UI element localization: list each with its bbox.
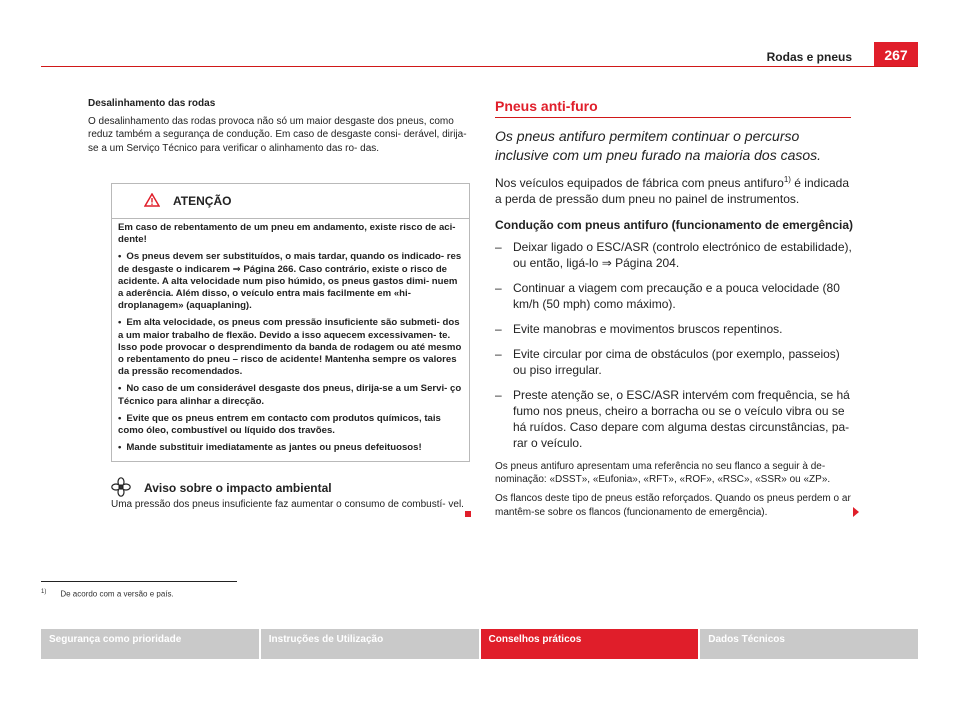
footnote-text: De acordo com a versão e país.	[60, 589, 174, 599]
warning-item: • Evite que os pneus entrem em contacto com produtos químicos, tais como óleo, combustível ou líquido dos travões.	[118, 412, 441, 437]
page-number: 267	[874, 42, 918, 66]
bullet: •	[118, 251, 122, 263]
left-column	[88, 97, 468, 155]
flower-icon	[111, 477, 131, 497]
footnote-rule	[41, 581, 237, 582]
warning-body	[112, 219, 469, 454]
warning-intro: Em caso de rebentamento de um pneu em andamento, existe risco de aci- dente!	[118, 222, 456, 246]
list-item: – Continuar a viagem com precaução e a pouca velocidade (80 km/h (50 mph) como máximo).	[495, 281, 840, 311]
warning-label: ATENÇÃO	[173, 194, 232, 208]
warning-box	[111, 183, 470, 462]
tab-seguranca[interactable]: Segurança como prioridade	[41, 629, 259, 659]
environment-title: Aviso sobre o impacto ambiental	[144, 481, 332, 495]
section-intro: Os pneus antifuro permitem continuar o percurso inclusive com um pneu furado na maioria dos casos.	[495, 128, 822, 163]
section-end-mark	[465, 511, 471, 517]
tab-dados-tecnicos[interactable]: Dados Técnicos	[700, 629, 918, 659]
footnote-mark: 1)	[41, 589, 47, 595]
section-body	[495, 172, 855, 519]
right-column	[495, 98, 855, 518]
section-title-rule	[495, 117, 851, 118]
emergency-subheading: Condução com pneus antifuro (funcionamento de emergência)	[495, 218, 854, 232]
bullet: •	[118, 383, 122, 395]
environment-text: Uma pressão dos pneus insuficiente faz aumentar o consumo de combustí- vel.	[111, 499, 464, 510]
footer-tabs	[41, 629, 918, 659]
warning-item: • No caso de um considerável desgaste dos pneus, dirija-se a um Servi- ço Técnico para alinhar a direcção.	[118, 383, 462, 407]
runflat-note: Os flancos deste tipo de pneus estão reforçados. Quando os pneus perdem o ar mantêm-se sobre os flancos (funcionamento de emergência).	[495, 493, 851, 518]
warning-item: • Os pneus devem ser substituídos, o mais tardar, quando os indicado- res de desgaste o indicarem ⇒ Página 266. Caso contrário, existe o risco de acidente. A alta velocidade num piso húmido, os pneus gastos dimi- nuem a aderência. Além disso, o veículo entra mais facilmente em «hi- droplanagem» (aquaplaning).	[118, 251, 462, 312]
footnote-ref: 1)	[783, 175, 791, 184]
list-item: – Deixar ligado o ESC/ASR (controlo electrónico de estabilidade), ou então, ligá-lo ⇒ Página 204.	[495, 240, 852, 270]
list-item: – Evite manobras e movimentos bruscos repentinos.	[495, 322, 783, 336]
bullet: •	[118, 317, 122, 329]
runflat-paragraph: Nos veículos equipados de fábrica com pneus antifuro$^{1)}$ é indicada a perda de pressão dum pneu no painel de instrumentos.	[495, 175, 850, 206]
misalignment-heading: Desalinhamento das rodas	[88, 98, 216, 109]
warning-header	[112, 184, 469, 219]
warning-item: • Em alta velocidade, os pneus com pressão insuficiente são submeti- dos a um maior trabalho de flexão. Devido a isso aquecem excessivamen- te. Isso pode provocar o desprendimento da banda de rodagem ou até mesmo o rebentamento do pneu – risco de acidente! Mantenha sempre os valores da pressão recomendados.	[118, 317, 462, 378]
misalignment-paragraph: O desalinhamento das rodas provoca não só um maior desgaste dos pneus, como reduz também a segurança de condução. Em caso de desgaste consi- derável, dirija-se a um Serviço Técnico para verificar o alinhamento das ro- das.	[88, 116, 467, 154]
list-item: – Evite circular por cima de obstáculos (por exemplo, passeios) ou piso irregular.	[495, 347, 840, 377]
section-title: Pneus anti-furo	[495, 98, 598, 114]
list-item: – Preste atenção se, o ESC/ASR intervém com frequência, se há fumo nos pneus, cheiro a borracha ou se o veículo vibra ou se há ruídos. Caso depare com alguma destas circunstâncias, pa- rar o veículo.	[495, 388, 850, 450]
warning-item: • Mande substituir imediatamente as jantes ou pneus defeituosos!	[118, 442, 422, 454]
runflat-note: Os pneus antifuro apresentam uma referência no seu flanco a seguir à de- nominação: «DSST», «Eufonia», «RFT», «ROF», «RSC», «SSR» ou «ZP».	[495, 461, 831, 486]
header-rule	[41, 66, 918, 67]
bullet: •	[118, 442, 122, 454]
running-header: Rodas e pneus	[766, 50, 852, 64]
tab-instrucoes[interactable]: Instruções de Utilização	[261, 629, 479, 659]
arrow-right-icon	[853, 507, 859, 517]
warning-triangle-icon	[144, 193, 160, 207]
tab-conselhos[interactable]: Conselhos práticos	[481, 629, 699, 659]
footnote	[41, 589, 174, 599]
bullet: •	[118, 412, 122, 424]
